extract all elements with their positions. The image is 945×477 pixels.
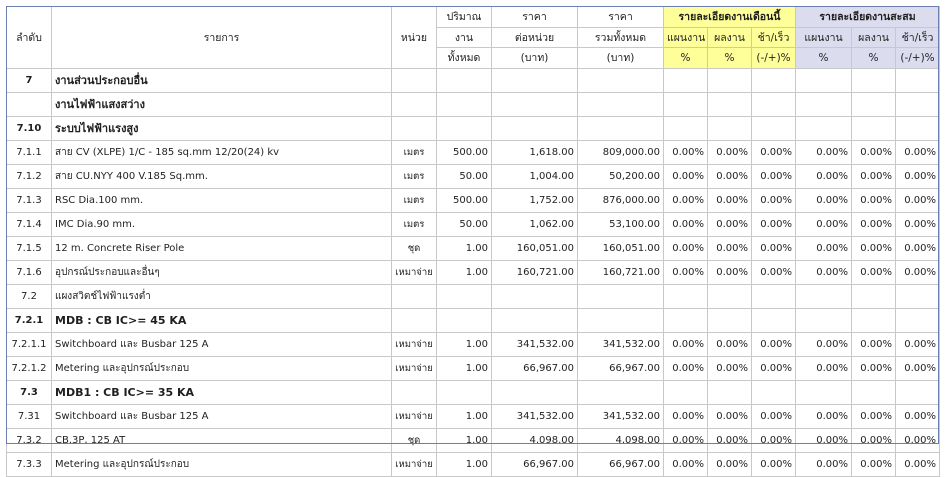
row-total-price[interactable]: 4,098.00	[578, 428, 664, 452]
row-item[interactable]: สาย CU.NYY 400 V.185 Sq.mm.	[52, 164, 392, 188]
row-month-delay[interactable]: 0.00%	[752, 356, 796, 380]
row-month-delay[interactable]: 0.00%	[752, 212, 796, 236]
row-month-plan[interactable]: 0.00%	[664, 404, 708, 428]
row-cum-result[interactable]: 0.00%	[852, 452, 896, 476]
row-unit-price[interactable]: 160,051.00	[492, 236, 578, 260]
table-header	[7, 7, 940, 69]
row-cum-delay[interactable]: 0.00%	[896, 188, 940, 212]
row-unit[interactable]: เมตร	[392, 212, 437, 236]
row-cum-result[interactable]	[852, 308, 896, 332]
header-month-result: ผลงาน	[708, 27, 752, 48]
progress-table	[6, 6, 940, 477]
row-month-result[interactable]: 0.00%	[708, 356, 752, 380]
row-qty[interactable]	[437, 116, 492, 140]
row-unit[interactable]: เมตร	[392, 164, 437, 188]
row-cum-result[interactable]: 0.00%	[852, 188, 896, 212]
header-month-result-pct: %	[708, 48, 752, 69]
row-unit-price[interactable]: 66,967.00	[492, 452, 578, 476]
row-month-plan[interactable]: 0.00%	[664, 452, 708, 476]
row-cum-plan[interactable]: 0.00%	[796, 236, 852, 260]
row-item[interactable]: งานไฟฟ้าแสงสว่าง	[52, 92, 392, 116]
row-number[interactable]: 7.1.1	[7, 140, 52, 164]
row-month-plan[interactable]: 0.00%	[664, 188, 708, 212]
header-unit-price-1: ราคา	[492, 7, 578, 28]
row-cum-result[interactable]: 0.00%	[852, 236, 896, 260]
row-unit-price[interactable]: 4,098.00	[492, 428, 578, 452]
row-month-result[interactable]: 0.00%	[708, 236, 752, 260]
row-cum-result[interactable]: 0.00%	[852, 404, 896, 428]
row-month-result[interactable]	[708, 308, 752, 332]
row-unit[interactable]: เหมาจ่าย	[392, 404, 437, 428]
spreadsheet	[6, 6, 939, 470]
row-qty[interactable]	[437, 68, 492, 92]
table-row	[7, 68, 940, 92]
table-row	[7, 164, 940, 188]
row-month-delay[interactable]	[752, 284, 796, 308]
row-cum-result[interactable]	[852, 92, 896, 116]
header-total-price-3: (บาท)	[578, 48, 664, 69]
row-cum-result[interactable]: 0.00%	[852, 164, 896, 188]
row-unit-price[interactable]	[492, 68, 578, 92]
row-cum-plan[interactable]: 0.00%	[796, 140, 852, 164]
row-qty[interactable]	[437, 284, 492, 308]
row-month-result[interactable]	[708, 380, 752, 404]
row-unit-price[interactable]	[492, 116, 578, 140]
row-qty[interactable]: 1.00	[437, 260, 492, 284]
row-total-price[interactable]: 160,721.00	[578, 260, 664, 284]
row-unit-price[interactable]: 66,967.00	[492, 356, 578, 380]
row-number[interactable]: 7.1.6	[7, 260, 52, 284]
row-total-price[interactable]: 160,051.00	[578, 236, 664, 260]
header-cum-delay: ช้า/เร็ว	[896, 27, 940, 48]
row-qty[interactable]: 50.00	[437, 164, 492, 188]
row-month-delay[interactable]: 0.00%	[752, 332, 796, 356]
table-row	[7, 140, 940, 164]
row-total-price[interactable]: 66,967.00	[578, 356, 664, 380]
row-total-price[interactable]: 50,200.00	[578, 164, 664, 188]
row-month-delay[interactable]: 0.00%	[752, 188, 796, 212]
row-month-plan[interactable]: 0.00%	[664, 140, 708, 164]
row-month-plan[interactable]	[664, 284, 708, 308]
row-month-plan[interactable]	[664, 116, 708, 140]
row-cum-result[interactable]	[852, 380, 896, 404]
header-cum-group: รายละเอียดงานสะสม	[796, 7, 940, 28]
table-row	[7, 188, 940, 212]
table-row	[7, 260, 940, 284]
row-cum-result[interactable]: 0.00%	[852, 140, 896, 164]
row-month-delay[interactable]: 0.00%	[752, 452, 796, 476]
row-month-plan[interactable]: 0.00%	[664, 236, 708, 260]
row-cum-result[interactable]: 0.00%	[852, 356, 896, 380]
row-cum-delay[interactable]: 0.00%	[896, 212, 940, 236]
row-unit[interactable]	[392, 284, 437, 308]
row-unit[interactable]: เมตร	[392, 188, 437, 212]
row-qty[interactable]: 1.00	[437, 428, 492, 452]
row-item[interactable]: 12 m. Concrete Riser Pole	[52, 236, 392, 260]
row-cum-plan[interactable]	[796, 116, 852, 140]
row-month-delay[interactable]: 0.00%	[752, 236, 796, 260]
header-month-delay: ช้า/เร็ว	[752, 27, 796, 48]
row-item[interactable]: Switchboard และ Busbar 125 A	[52, 404, 392, 428]
header-unit-price-2: ต่อหน่วย	[492, 27, 578, 48]
row-unit[interactable]: เหมาจ่าย	[392, 356, 437, 380]
row-month-result[interactable]: 0.00%	[708, 260, 752, 284]
row-item[interactable]: แผงสวิตช์ไฟฟ้าแรงต่ำ	[52, 284, 392, 308]
row-month-result[interactable]: 0.00%	[708, 140, 752, 164]
table-row	[7, 236, 940, 260]
row-month-plan[interactable]	[664, 92, 708, 116]
row-month-delay[interactable]: 0.00%	[752, 404, 796, 428]
row-unit[interactable]: ชุด	[392, 236, 437, 260]
row-unit-price[interactable]: 1,752.00	[492, 188, 578, 212]
row-item[interactable]: Metering และอุปกรณ์ประกอบ	[52, 452, 392, 476]
row-month-result[interactable]	[708, 116, 752, 140]
row-cum-plan[interactable]: 0.00%	[796, 356, 852, 380]
row-unit[interactable]	[392, 380, 437, 404]
row-cum-result[interactable]	[852, 116, 896, 140]
row-cum-delay[interactable]: 0.00%	[896, 404, 940, 428]
row-month-delay[interactable]	[752, 68, 796, 92]
row-cum-plan[interactable]: 0.00%	[796, 188, 852, 212]
header-qty-3: ทั้งหมด	[437, 48, 492, 69]
table-row	[7, 212, 940, 236]
table-row	[7, 332, 940, 356]
row-cum-delay[interactable]: 0.00%	[896, 260, 940, 284]
row-cum-result[interactable]: 0.00%	[852, 260, 896, 284]
row-month-delay[interactable]: 0.00%	[752, 428, 796, 452]
row-total-price[interactable]: 66,967.00	[578, 452, 664, 476]
row-item[interactable]: MDB1 : CB IC>= 35 KA	[52, 380, 392, 404]
row-cum-delay[interactable]	[896, 380, 940, 404]
row-month-delay[interactable]: 0.00%	[752, 164, 796, 188]
table-row	[7, 308, 940, 332]
row-total-price[interactable]: 809,000.00	[578, 140, 664, 164]
table-row	[7, 116, 940, 140]
row-number[interactable]	[7, 92, 52, 116]
header-cum-plan-pct: %	[796, 48, 852, 69]
row-number[interactable]: 7.2.1.2	[7, 356, 52, 380]
table-row	[7, 92, 940, 116]
row-number[interactable]: 7	[7, 68, 52, 92]
header-month-group: รายละเอียดงานเดือนนี้	[664, 7, 796, 28]
row-cum-plan[interactable]	[796, 380, 852, 404]
table-body	[7, 68, 940, 476]
row-cum-delay[interactable]	[896, 284, 940, 308]
row-qty[interactable]: 500.00	[437, 188, 492, 212]
row-cum-plan[interactable]: 0.00%	[796, 164, 852, 188]
row-total-price[interactable]: 341,532.00	[578, 332, 664, 356]
row-qty[interactable]: 50.00	[437, 212, 492, 236]
row-month-plan[interactable]	[664, 380, 708, 404]
row-unit-price[interactable]: 160,721.00	[492, 260, 578, 284]
row-month-result[interactable]: 0.00%	[708, 404, 752, 428]
row-unit-price[interactable]	[492, 380, 578, 404]
row-total-price[interactable]	[578, 284, 664, 308]
row-cum-result[interactable]: 0.00%	[852, 428, 896, 452]
row-item[interactable]: RSC Dia.100 mm.	[52, 188, 392, 212]
row-cum-delay[interactable]: 0.00%	[896, 164, 940, 188]
table-row	[7, 428, 940, 452]
row-total-price[interactable]	[578, 116, 664, 140]
header-month-plan: แผนงาน	[664, 27, 708, 48]
header-total-price-2: รวมทั้งหมด	[578, 27, 664, 48]
row-cum-plan[interactable]	[796, 92, 852, 116]
row-month-plan[interactable]: 0.00%	[664, 212, 708, 236]
row-number[interactable]: 7.1.4	[7, 212, 52, 236]
row-cum-plan[interactable]	[796, 308, 852, 332]
row-qty[interactable]: 1.00	[437, 356, 492, 380]
row-number[interactable]: 7.1.2	[7, 164, 52, 188]
header-cum-result: ผลงาน	[852, 27, 896, 48]
row-total-price[interactable]	[578, 380, 664, 404]
row-month-plan[interactable]: 0.00%	[664, 356, 708, 380]
row-item[interactable]: MDB : CB IC>= 45 KA	[52, 308, 392, 332]
row-item[interactable]: Metering และอุปกรณ์ประกอบ	[52, 356, 392, 380]
row-qty[interactable]: 1.00	[437, 236, 492, 260]
row-number[interactable]: 7.3.2	[7, 428, 52, 452]
row-cum-delay[interactable]: 0.00%	[896, 140, 940, 164]
row-number[interactable]: 7.2.1	[7, 308, 52, 332]
row-cum-plan[interactable]: 0.00%	[796, 404, 852, 428]
row-unit[interactable]	[392, 308, 437, 332]
row-month-plan[interactable]	[664, 68, 708, 92]
header-month-delay-pct: (-/+)%	[752, 48, 796, 69]
row-qty[interactable]: 1.00	[437, 332, 492, 356]
row-cum-plan[interactable]: 0.00%	[796, 260, 852, 284]
row-unit[interactable]	[392, 68, 437, 92]
row-unit-price[interactable]	[492, 92, 578, 116]
row-unit[interactable]: เหมาจ่าย	[392, 452, 437, 476]
header-cum-result-pct: %	[852, 48, 896, 69]
row-month-result[interactable]: 0.00%	[708, 188, 752, 212]
row-cum-plan[interactable]: 0.00%	[796, 428, 852, 452]
row-month-plan[interactable]: 0.00%	[664, 164, 708, 188]
row-cum-plan[interactable]	[796, 284, 852, 308]
header-item: รายการ	[52, 7, 392, 69]
row-cum-result[interactable]: 0.00%	[852, 332, 896, 356]
row-number[interactable]: 7.3.3	[7, 452, 52, 476]
header-cum-delay-pct: (-/+)%	[896, 48, 940, 69]
row-unit[interactable]	[392, 116, 437, 140]
row-total-price[interactable]	[578, 92, 664, 116]
row-number[interactable]: 7.10	[7, 116, 52, 140]
header-total-price-1: ราคา	[578, 7, 664, 28]
row-month-result[interactable]	[708, 92, 752, 116]
row-month-delay[interactable]	[752, 308, 796, 332]
row-month-plan[interactable]: 0.00%	[664, 332, 708, 356]
row-qty[interactable]	[437, 308, 492, 332]
row-total-price[interactable]	[578, 68, 664, 92]
row-month-plan[interactable]: 0.00%	[664, 260, 708, 284]
row-cum-plan[interactable]: 0.00%	[796, 212, 852, 236]
row-total-price[interactable]: 876,000.00	[578, 188, 664, 212]
row-unit-price[interactable]: 1,062.00	[492, 212, 578, 236]
row-unit-price[interactable]	[492, 308, 578, 332]
header-unit: หน่วย	[392, 7, 437, 69]
row-cum-delay[interactable]	[896, 92, 940, 116]
row-unit-price[interactable]: 341,532.00	[492, 332, 578, 356]
row-unit-price[interactable]: 341,532.00	[492, 404, 578, 428]
row-cum-delay[interactable]: 0.00%	[896, 236, 940, 260]
row-cum-delay[interactable]: 0.00%	[896, 428, 940, 452]
row-month-delay[interactable]	[752, 92, 796, 116]
row-item[interactable]: อุปกรณ์ประกอบและอื่นๆ	[52, 260, 392, 284]
row-number[interactable]: 7.2.1.1	[7, 332, 52, 356]
row-month-delay[interactable]	[752, 116, 796, 140]
row-cum-delay[interactable]: 0.00%	[896, 332, 940, 356]
row-total-price[interactable]	[578, 308, 664, 332]
row-qty[interactable]	[437, 92, 492, 116]
row-unit[interactable]: เหมาจ่าย	[392, 332, 437, 356]
row-cum-delay[interactable]	[896, 116, 940, 140]
row-month-plan[interactable]	[664, 308, 708, 332]
row-month-result[interactable]: 0.00%	[708, 212, 752, 236]
header-month-plan-pct: %	[664, 48, 708, 69]
row-month-delay[interactable]	[752, 380, 796, 404]
row-month-delay[interactable]: 0.00%	[752, 260, 796, 284]
row-item[interactable]: CB.3P, 125 AT	[52, 428, 392, 452]
row-number[interactable]: 7.1.5	[7, 236, 52, 260]
row-month-delay[interactable]: 0.00%	[752, 140, 796, 164]
row-unit-price[interactable]: 1,618.00	[492, 140, 578, 164]
row-unit[interactable]	[392, 92, 437, 116]
row-unit[interactable]: เมตร	[392, 140, 437, 164]
row-number[interactable]: 7.3	[7, 380, 52, 404]
row-cum-delay[interactable]: 0.00%	[896, 356, 940, 380]
row-item[interactable]: สาย CV (XLPE) 1/C - 185 sq.mm 12/20(24) kv	[52, 140, 392, 164]
header-unit-price-3: (บาท)	[492, 48, 578, 69]
row-cum-delay[interactable]: 0.00%	[896, 452, 940, 476]
row-month-plan[interactable]: 0.00%	[664, 428, 708, 452]
row-cum-result[interactable]	[852, 68, 896, 92]
header-qty-2: งาน	[437, 27, 492, 48]
row-item[interactable]: ระบบไฟฟ้าแรงสูง	[52, 116, 392, 140]
header-qty-1: ปริมาณ	[437, 7, 492, 28]
row-month-result[interactable]	[708, 284, 752, 308]
table-row	[7, 452, 940, 476]
header-cum-plan: แผนงาน	[796, 27, 852, 48]
row-qty[interactable]	[437, 380, 492, 404]
table-row	[7, 404, 940, 428]
table-row	[7, 284, 940, 308]
row-cum-delay[interactable]	[896, 308, 940, 332]
row-cum-plan[interactable]	[796, 68, 852, 92]
row-item[interactable]: IMC Dia.90 mm.	[52, 212, 392, 236]
row-unit[interactable]: ชุด	[392, 428, 437, 452]
row-cum-result[interactable]	[852, 284, 896, 308]
row-month-result[interactable]	[708, 68, 752, 92]
table-row	[7, 380, 940, 404]
row-cum-plan[interactable]: 0.00%	[796, 452, 852, 476]
row-item[interactable]: งานส่วนประกอบอื่น	[52, 68, 392, 92]
row-cum-delay[interactable]	[896, 68, 940, 92]
row-number[interactable]: 7.2	[7, 284, 52, 308]
row-month-result[interactable]: 0.00%	[708, 332, 752, 356]
row-qty[interactable]: 500.00	[437, 140, 492, 164]
row-number[interactable]: 7.31	[7, 404, 52, 428]
row-cum-result[interactable]: 0.00%	[852, 212, 896, 236]
row-qty[interactable]: 1.00	[437, 404, 492, 428]
row-total-price[interactable]: 341,532.00	[578, 404, 664, 428]
row-cum-plan[interactable]: 0.00%	[796, 332, 852, 356]
row-qty[interactable]: 1.00	[437, 452, 492, 476]
row-month-result[interactable]: 0.00%	[708, 452, 752, 476]
row-unit[interactable]: เหมาจ่าย	[392, 260, 437, 284]
row-item[interactable]: Switchboard และ Busbar 125 A	[52, 332, 392, 356]
row-month-result[interactable]: 0.00%	[708, 428, 752, 452]
header-no: ลำดับ	[7, 7, 52, 69]
row-unit-price[interactable]: 1,004.00	[492, 164, 578, 188]
row-unit-price[interactable]	[492, 284, 578, 308]
row-month-result[interactable]: 0.00%	[708, 164, 752, 188]
row-number[interactable]: 7.1.3	[7, 188, 52, 212]
row-total-price[interactable]: 53,100.00	[578, 212, 664, 236]
table-row	[7, 356, 940, 380]
